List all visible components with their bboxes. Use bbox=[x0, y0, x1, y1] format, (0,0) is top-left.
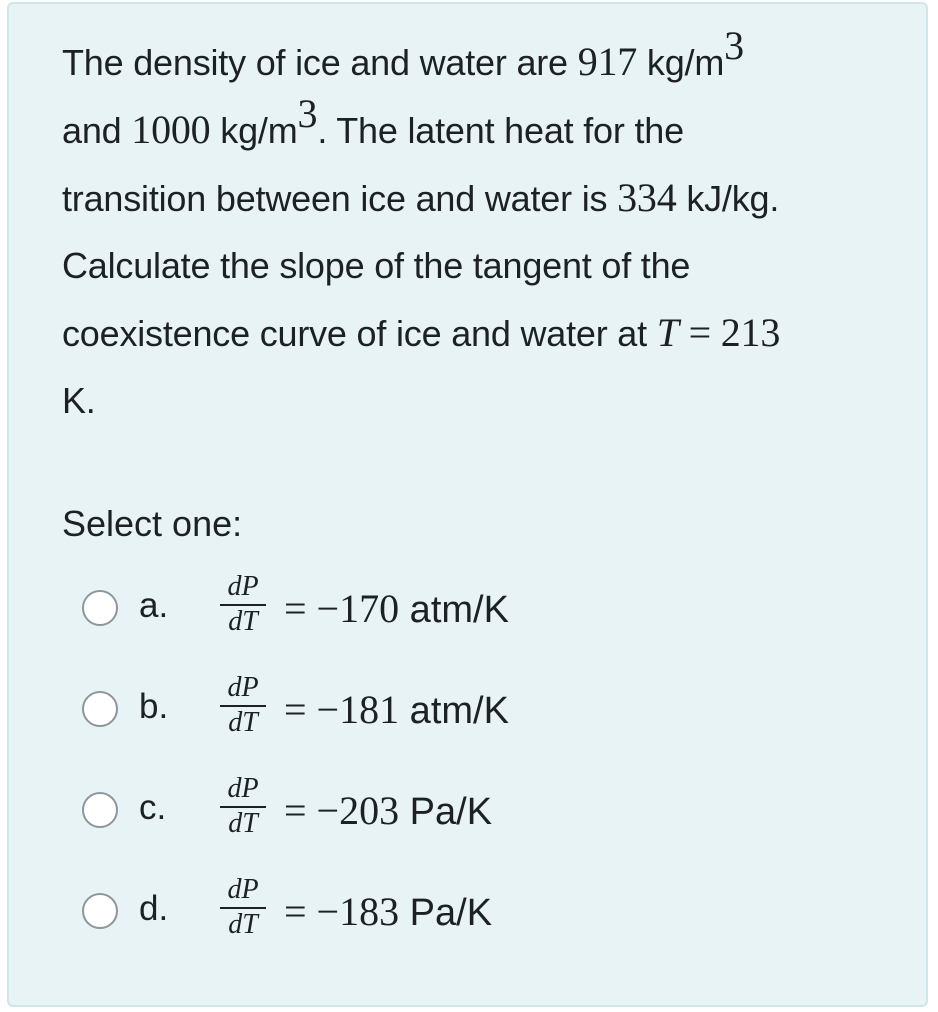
option-letter: d. bbox=[139, 889, 169, 928]
radio-button[interactable] bbox=[82, 893, 118, 929]
option-c[interactable] bbox=[82, 774, 782, 854]
option-b[interactable] bbox=[82, 673, 782, 753]
radio-button[interactable] bbox=[82, 691, 118, 727]
option-letter: c. bbox=[139, 788, 167, 827]
option-value: = −183 Pa/K bbox=[284, 889, 493, 934]
radio-button[interactable] bbox=[82, 792, 118, 828]
option-value: = −203 Pa/K bbox=[284, 788, 493, 833]
option-value: = −170 atm/K bbox=[284, 586, 509, 631]
question-line: transition between ice and water is 334 kJ/kg. bbox=[62, 175, 780, 220]
derivative-fraction: dP dT bbox=[220, 774, 266, 839]
option-a[interactable] bbox=[82, 572, 782, 652]
question-line: Calculate the slope of the tangent of the bbox=[62, 245, 691, 286]
question-text bbox=[62, 23, 902, 434]
derivative-fraction: dP dT bbox=[220, 875, 266, 940]
option-d[interactable] bbox=[82, 875, 782, 955]
derivative-fraction: dP dT bbox=[220, 572, 266, 637]
question-line: K. bbox=[62, 380, 96, 421]
option-letter: b. bbox=[139, 687, 169, 726]
radio-button[interactable] bbox=[82, 590, 118, 626]
question-line: The density of ice and water are 917 $kg/m^3$ bbox=[62, 23, 744, 84]
question-line: and 1000 $kg/m^3$. The latent heat for the bbox=[62, 91, 684, 152]
derivative-fraction: dP dT bbox=[220, 673, 266, 738]
option-value: = −181 atm/K bbox=[284, 687, 509, 732]
question-line: coexistence curve of ice and water at T = 213 bbox=[62, 310, 781, 355]
option-letter: a. bbox=[139, 586, 169, 625]
select-one-prompt: Select one: bbox=[62, 503, 243, 544]
